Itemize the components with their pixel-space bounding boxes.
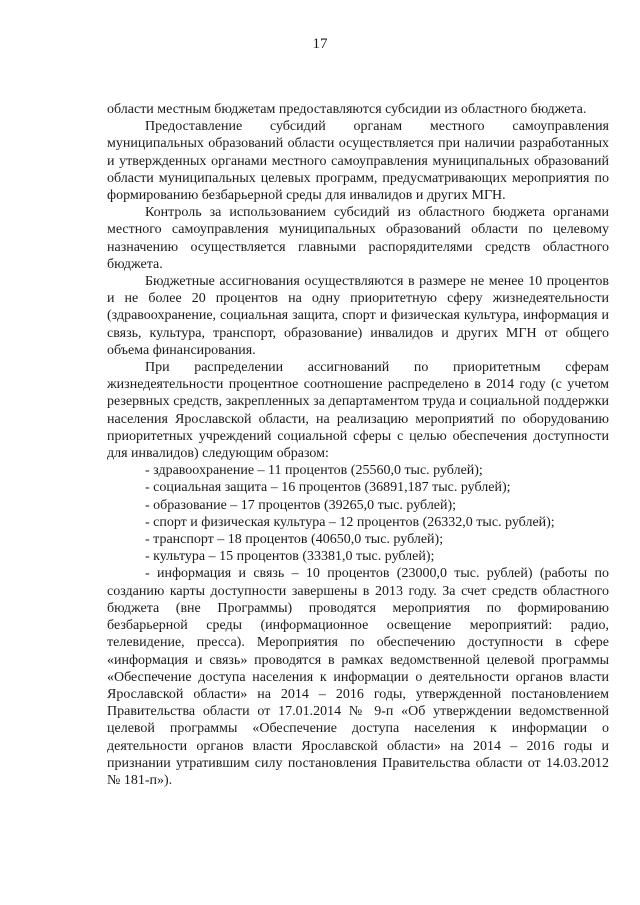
paragraph: Предоставление субсидий органам местного самоуправления муниципальных образований области осуществляется при наличии разработанных и утвержденных органами местного самоуправления муниципальных образований области муниципальных целевых программ, предусматривающих мероприятия по формированию безбарьерной среды для инвалидов и других МГН.: [107, 119, 609, 204]
paragraph: Бюджетные ассигнования осуществляются в размере не менее 10 процентов и не более 20 процентов на одну приоритетную сферу жизнедеятельности (здравоохранение, социальная защита, спорт и физическая культура, информация и связь, культура, транспорт, образование) инвалидов и других МГН от общего объема финансирования.: [107, 274, 609, 358]
list-item: - здравоохранение – 11 процентов (25560,0 тыс. рублей);: [145, 463, 483, 479]
paragraph: Контроль за использованием субсидий из областного бюджета органами местного самоуправления муниципальных образований области по целевому назначению осуществляется главными распорядителями средств областного бюджета.: [107, 205, 609, 272]
list-item: - социальная защита – 16 процентов (36891,187 тыс. рублей);: [145, 480, 511, 496]
list-item: - культура – 15 процентов (33381,0 тыс. рублей);: [145, 549, 435, 565]
paragraph: области местным бюджетам предоставляются субсидии из областного бюджета.: [107, 102, 587, 117]
paragraph: При распределении ассигнований по приоритетным сферам жизнедеятельности процентное соотношение распределено в 2014 году (с учетом резервных средств, закрепленных за департаментом труда и социальной поддержки населения Ярославской области, на реализацию мероприятий по оборудованию приоритетных учреждений социальной сферы с целью обеспечения доступности для инвалидов) следующим образом:: [107, 360, 609, 462]
list-item: - спорт и физическая культура – 12 процентов (26332,0 тыс. рублей);: [145, 514, 555, 530]
document-body: [107, 101, 609, 789]
allocation-list: [107, 462, 609, 565]
page-number: 17: [312, 36, 328, 52]
paragraph: - информация и связь – 10 процентов (23000,0 тыс. рублей) (работы по созданию карты доступности завершены в 2013 году. За счет средств областного бюджета (вне Программы) проводятся мероприятия по формированию безбарьерной среды (информационное освещение мероприятий: радио, телевидение, пресса). Мероприятия по обеспечению доступности в сфере «информация и связь» проводятся в рамках ведомственной целевой программы «Обеспечение доступа населения к информации о деятельности органов власти Ярославской области» на 2014 – 2016 годы, утвержденной постановлением Правительства области от 17.01.2014 № 9-п «Об утверждении ведомственной целевой программы «Обеспечение доступа населения к информации о деятельности органов власти Ярославской области» на 2014 – 2016 годы и признании утратившим силу постановления Правительства области от 14.03.2012 № 181-п»).: [107, 566, 609, 788]
list-item: - образование – 17 процентов (39265,0 тыс. рублей);: [145, 497, 457, 513]
list-item: - транспорт – 18 процентов (40650,0 тыс. рублей);: [145, 532, 444, 548]
